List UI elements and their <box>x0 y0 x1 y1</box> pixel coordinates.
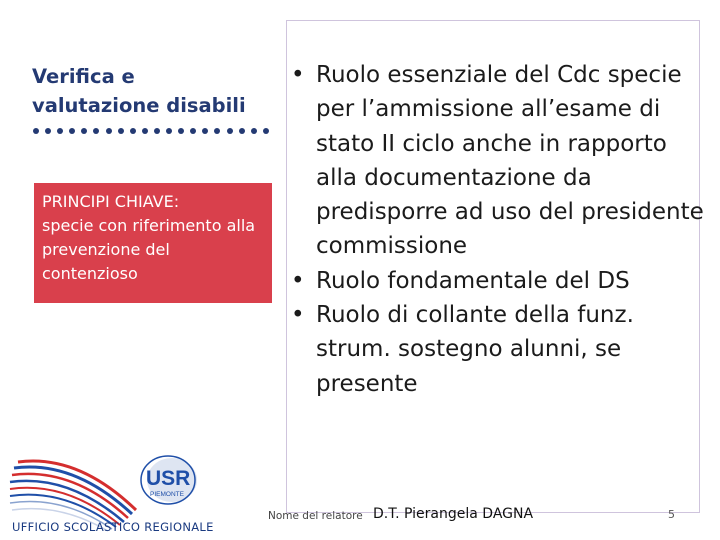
logo-wordmark: USR <box>146 467 191 490</box>
logo-subword: PIEMONTE <box>150 491 184 498</box>
dotted-divider <box>33 126 269 136</box>
section-title-line-1: Verifica e <box>32 65 135 88</box>
bullet-marker: • <box>291 267 305 294</box>
key-principles-text: specie con riferimento alla prevenzione del contenzioso <box>42 216 256 283</box>
bullet-marker: • <box>291 302 305 329</box>
bullet-item <box>285 298 705 401</box>
bullet-text: Ruolo essenziale del Cdc specie per l’ammissione all’esame di stato II ciclo anche in rapporto alla documentazione da predisporre ad uso del presidente commissione <box>316 62 704 260</box>
key-principles-box <box>34 183 272 303</box>
footer-presenter-label: Nome del relatore <box>268 510 363 522</box>
section-title-line-2: valutazione disabili <box>32 94 246 117</box>
bullet-text: Ruolo fondamentale del DS <box>316 267 630 294</box>
bullet-marker: • <box>291 62 305 88</box>
slide-number: 5 <box>668 508 675 521</box>
bullet-item <box>285 58 705 264</box>
bullet-item <box>285 264 705 298</box>
bullet-text: Ruolo di collante della funz. strum. sostegno alunni, se presente <box>316 302 634 397</box>
bullet-list <box>285 58 705 401</box>
key-principles-heading: PRINCIPI CHIAVE: <box>42 192 180 211</box>
footer-author: D.T. Pierangela DAGNA <box>373 506 534 522</box>
logo-caption: UFFICIO SCOLASTICO REGIONALE <box>12 520 214 534</box>
slide-section-title <box>32 62 282 120</box>
